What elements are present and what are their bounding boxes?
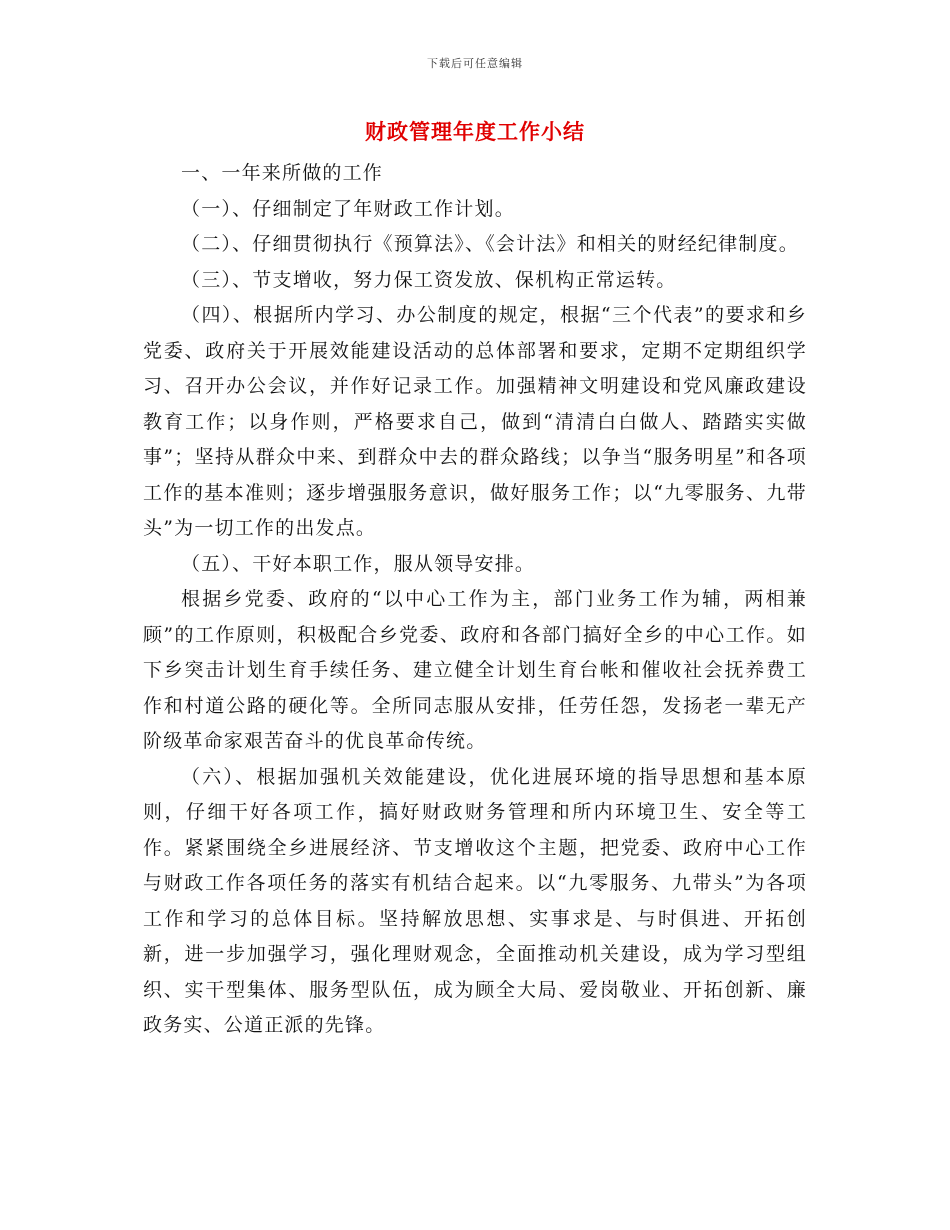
document-body [143,156,807,1044]
paragraph-item-3: （三）、节支增收，努力保工资发放、保机构正常运转。 [181,268,677,291]
paragraph-item-5: （五）、干好本职工作，服从领导安排。 [181,552,536,575]
paragraph-item-4: （四）、根据所内学习、办公制度的规定，根据“三个代表”的要求和乡党委、政府关于开展效能建设活动的总体部署和要求，定期不定期组织学习、召开办公会议，并作好记录工作。加强精神文明建设和党风廉政建设教育工作；以身作则，严格要求自己，做到“清清白白做人、踏踏实实做事”；坚持从群众中来、到群众中去的群众路线；以争当“服务明星”和各项工作的基本准则；逐步增强服务意识，做好服务工作；以“九零服务、九带头”为一切工作的出发点。 [143,304,807,539]
paragraph-section-heading: 一、一年来所做的工作 [181,162,384,184]
paragraph-item-2: （二）、仔细贯彻执行《预算法》、《会计法》和相关的财经纪律制度。 [181,233,799,255]
paragraph-item-5-detail: 根据乡党委、政府的“以中心工作为主，部门业务工作为辅，两相兼顾”的工作原则，积极配合乡党委、政府和各部门搞好全乡的中心工作。如下乡突击计划生育手续任务、建立健全计划生育台帐和催收社会抚养费工作和村道公路的硬化等。全所同志服从安排，任劳任怨，发扬老一辈无产阶级革命家艰苦奋斗的优良革命传统。 [143,588,807,752]
document-title: 财政管理年度工作小结 [365,119,585,144]
paragraph-item-1: （一）、仔细制定了年财政工作计划。 [181,197,515,220]
header-note: 下载后可任意编辑 [427,57,523,70]
paragraph-item-6: （六）、根据加强机关效能建设，优化进展环境的指导思想和基本原则，仔细干好各项工作，搞好财政财务管理和所内环境卫生、安全等工作。紧紧围绕全乡进展经济、节支增收这个主题，把党委、政府中心工作与财政工作各项任务的落实有机结合起来。以“九零服务、九带头”为各项工作和学习的总体目标。坚持解放思想、实事求是、与时俱进、开拓创新，进一步加强学习，强化理财观念，全面推动机关建设，成为学习型组织、实干型集体、服务型队伍，成为顾全大局、爱岗敬业、开拓创新、廉政务实、公道正派的先锋。 [143,765,807,1036]
